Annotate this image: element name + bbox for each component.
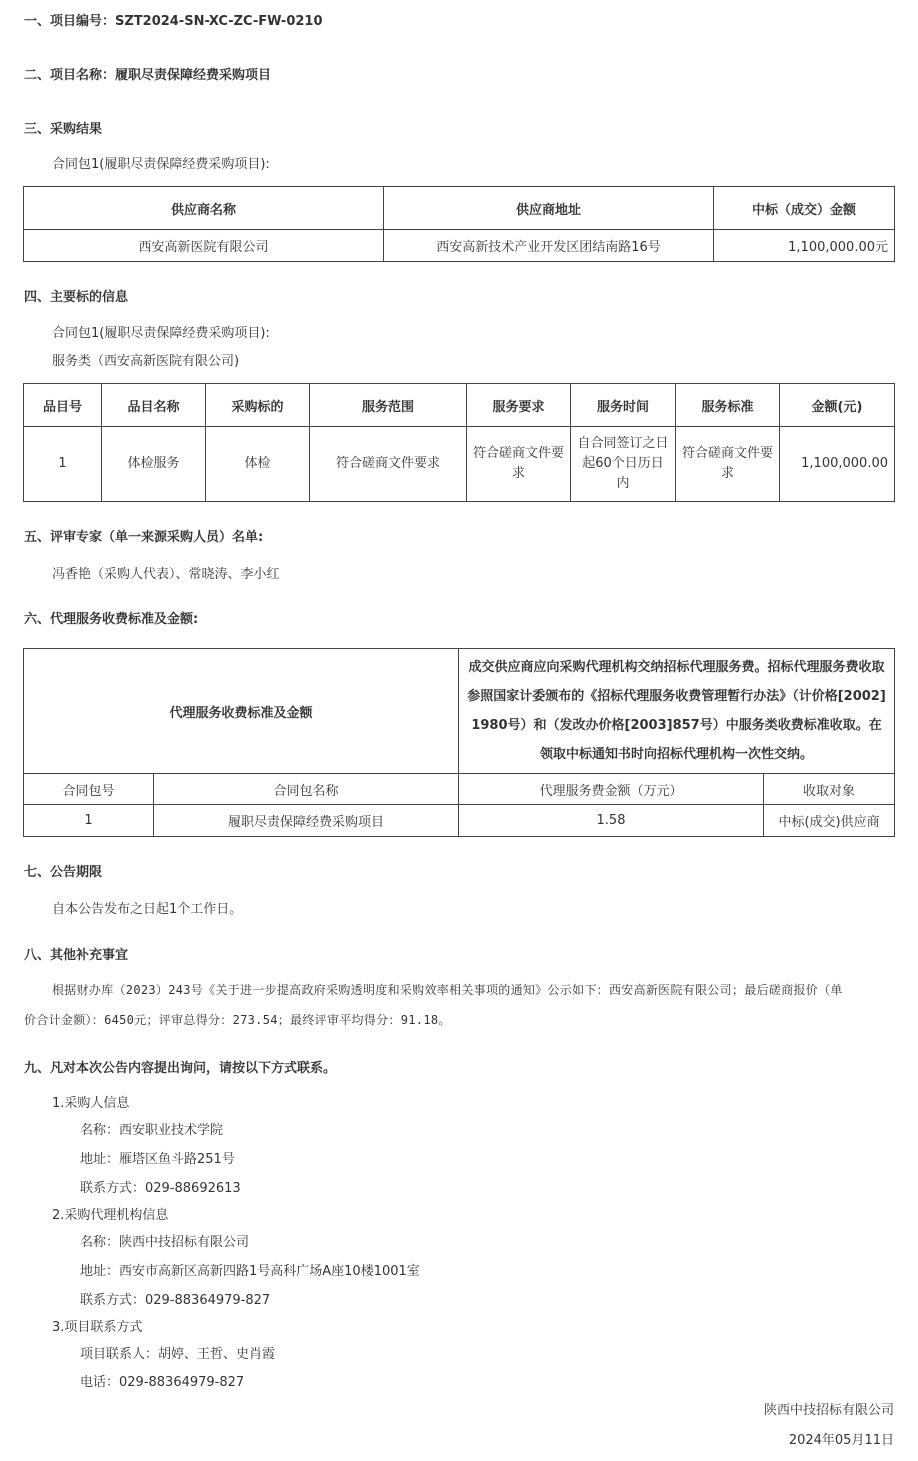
project-contact-people: 项目联系人：胡婷、王哲、史肖霞 bbox=[80, 1347, 276, 1362]
purchaser-info-title: 1.采购人信息 bbox=[52, 1096, 130, 1111]
cell-fee-amount: 1.58 bbox=[459, 805, 764, 837]
agency-name: 名称：陕西中技招标有限公司 bbox=[80, 1235, 250, 1250]
table-row bbox=[24, 427, 895, 502]
purchaser-name: 名称：西安职业技术学院 bbox=[80, 1123, 224, 1138]
cell-item-no: 1 bbox=[24, 427, 102, 502]
header-service-requirement: 服务要求 bbox=[467, 384, 571, 427]
footer-organization: 陕西中技招标有限公司 bbox=[763, 1403, 894, 1418]
header-item-no: 品目号 bbox=[24, 384, 102, 427]
purchaser-address: 地址：雁塔区鱼斗路251号 bbox=[80, 1152, 235, 1167]
section-title-supplementary: 八、其他补充事宜 bbox=[24, 948, 129, 963]
project-name-value: 履职尽责保障经费采购项目 bbox=[115, 68, 272, 83]
supplementary-line-2: 价合计金额）：6450元；评审总得分：273.54；最终评审平均得分：91.18。 bbox=[24, 1013, 451, 1027]
table-header-row bbox=[24, 774, 895, 805]
header-procurement-object: 采购标的 bbox=[206, 384, 310, 427]
section-title-notice-period: 七、公告期限 bbox=[24, 865, 103, 880]
agency-address: 地址：西安市高新区高新四路1号高科广场A座10楼1001室 bbox=[80, 1264, 420, 1279]
footer-date: 2024年05月11日 bbox=[788, 1433, 894, 1448]
header-fee-amount: 代理服务费金额（万元） bbox=[459, 774, 764, 805]
header-service-standard: 服务标准 bbox=[676, 384, 780, 427]
header-award-amount: 中标（成交）金额 bbox=[714, 187, 895, 230]
header-package-name: 合同包名称 bbox=[154, 774, 459, 805]
agency-contact: 联系方式：029-88364979-827 bbox=[80, 1293, 271, 1308]
cell-award-amount: 1,100,000.00元 bbox=[714, 230, 895, 262]
agency-info-title: 2.采购代理机构信息 bbox=[52, 1208, 169, 1223]
cell-supplier-address: 西安高新技术产业开发区团结南路16号 bbox=[384, 230, 714, 262]
section-title-contact: 九、凡对本次公告内容提出询问，请按以下方式联系。 bbox=[24, 1061, 337, 1076]
cell-service-standard: 符合磋商文件要求 bbox=[676, 427, 780, 502]
cell-service-scope: 符合磋商文件要求 bbox=[310, 427, 467, 502]
header-package-no: 合同包号 bbox=[24, 774, 154, 805]
header-amount: 金额(元) bbox=[780, 384, 895, 427]
purchaser-contact: 联系方式：029-88692613 bbox=[80, 1181, 241, 1196]
supplementary-line-1: 根据财办库（2023）243号《关于进一步提高政府采购透明度和采购效率相关事项的通知》公示如下：西安高新医院有限公司；最后磋商报价（单 bbox=[52, 983, 843, 997]
project-contact-phone: 电话：029-88364979-827 bbox=[80, 1375, 245, 1390]
main-items-table bbox=[23, 383, 895, 502]
service-category-label: 服务类（西安高新医院有限公司) bbox=[52, 354, 240, 369]
cell-package-no: 1 bbox=[24, 805, 154, 837]
section-title-experts: 五、评审专家（单一来源采购人员）名单: bbox=[24, 530, 264, 545]
section-title-agency-fee: 六、代理服务收费标准及金额: bbox=[24, 612, 199, 627]
cell-fee-payer: 中标(成交)供应商 bbox=[764, 805, 895, 837]
contract-package-label-2: 合同包1(履职尽责保障经费采购项目): bbox=[52, 326, 270, 341]
cell-package-name: 履职尽责保障经费采购项目 bbox=[154, 805, 459, 837]
fee-standard-description: 成交供应商应向采购代理机构交纳招标代理服务费。招标代理服务费收取参照国家计委颁布的《招标代理服务收费管理暂行办法》（计价格[2002]1980号）和（发改办价格[2003]857号）中服务类收费标准收取。在领取中标通知书时向招标代理机构一次性交纳。 bbox=[459, 649, 895, 774]
header-service-scope: 服务范围 bbox=[310, 384, 467, 427]
table-header-row bbox=[24, 384, 895, 427]
fee-standard-row bbox=[24, 649, 895, 774]
header-fee-payer: 收取对象 bbox=[764, 774, 895, 805]
cell-amount: 1,100,000.00 bbox=[780, 427, 895, 502]
cell-procurement-object: 体检 bbox=[206, 427, 310, 502]
header-supplier-name: 供应商名称 bbox=[24, 187, 384, 230]
supplier-result-table bbox=[23, 186, 895, 262]
fee-standard-label: 代理服务收费标准及金额 bbox=[24, 649, 459, 774]
cell-item-name: 体检服务 bbox=[102, 427, 206, 502]
project-number-label: 一、项目编号： bbox=[24, 14, 116, 29]
cell-supplier-name: 西安高新医院有限公司 bbox=[24, 230, 384, 262]
table-header-row bbox=[24, 187, 895, 230]
expert-list: 冯香艳（采购人代表）、常晓涛、李小红 bbox=[52, 567, 280, 582]
project-number-value: SZT2024-SN-XC-ZC-FW-0210 bbox=[115, 14, 323, 29]
table-row bbox=[24, 805, 895, 837]
project-name-label: 二、项目名称： bbox=[24, 68, 116, 83]
cell-service-requirement: 符合磋商文件要求 bbox=[467, 427, 571, 502]
project-name bbox=[24, 64, 271, 83]
section-title-main-items: 四、主要标的信息 bbox=[24, 290, 129, 305]
cell-service-time: 自合同签订之日起60个日历日内 bbox=[571, 427, 676, 502]
project-number bbox=[24, 10, 323, 29]
header-item-name: 品目名称 bbox=[102, 384, 206, 427]
header-supplier-address: 供应商地址 bbox=[384, 187, 714, 230]
table-row bbox=[24, 230, 895, 262]
section-title-procurement-result: 三、采购结果 bbox=[24, 122, 103, 137]
agency-fee-table bbox=[23, 648, 895, 837]
header-service-time: 服务时间 bbox=[571, 384, 676, 427]
contract-package-label: 合同包1(履职尽责保障经费采购项目): bbox=[52, 157, 270, 172]
notice-period-text: 自本公告发布之日起1个工作日。 bbox=[52, 902, 243, 917]
project-contact-title: 3.项目联系方式 bbox=[52, 1320, 143, 1335]
